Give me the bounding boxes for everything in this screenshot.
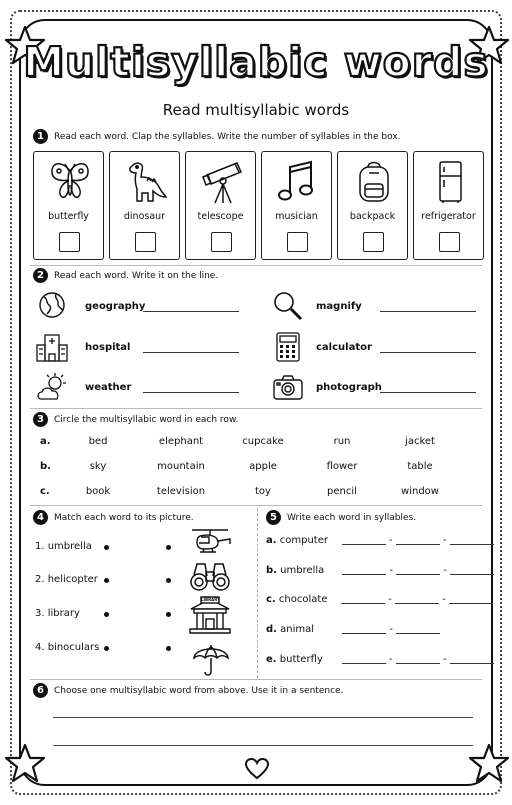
word-option[interactable]: elephant (158, 436, 204, 447)
row-letter: a. (266, 535, 277, 546)
match-dot[interactable] (104, 578, 109, 583)
match-dot[interactable] (166, 646, 171, 651)
syllable-line[interactable] (449, 595, 493, 604)
section2-instruction (33, 268, 218, 283)
telescope-icon (201, 159, 245, 205)
answer-line[interactable] (380, 301, 476, 312)
syllable-answer-box[interactable] (363, 232, 384, 252)
word-label: animal (280, 624, 315, 635)
section-divider (30, 679, 482, 680)
word-option[interactable]: bed (88, 436, 108, 447)
match-dot[interactable] (166, 612, 171, 617)
syllable-split-row (266, 654, 494, 665)
syllable-answer-box[interactable] (287, 232, 308, 252)
word-option[interactable]: cupcake (242, 436, 284, 447)
answer-line[interactable] (143, 342, 239, 353)
syllable-line[interactable] (450, 536, 494, 545)
answer-line[interactable] (143, 301, 239, 312)
word-write-row (272, 371, 476, 403)
answer-line[interactable] (380, 382, 476, 393)
syllable-line[interactable] (395, 595, 439, 604)
row-letter: d. (266, 624, 277, 635)
section4-instruction (33, 510, 194, 525)
word-label: photograph (316, 381, 382, 393)
word-label: hospital (85, 341, 131, 353)
syllable-line[interactable] (396, 655, 440, 664)
section-number: 3 (33, 412, 48, 427)
syllable-answer-box[interactable] (439, 232, 460, 252)
backpack-icon (353, 159, 395, 205)
section6-instruction (33, 683, 343, 698)
section3-instruction (33, 412, 238, 427)
separator: - (442, 654, 447, 665)
separator: - (388, 654, 393, 665)
word-option[interactable]: table (407, 461, 433, 472)
word-label: computer (279, 535, 328, 546)
match-dot[interactable] (104, 646, 109, 651)
syllable-answer-box[interactable] (135, 232, 156, 252)
word-option[interactable]: sky (89, 461, 107, 472)
globe-icon (35, 290, 69, 322)
library-icon (187, 595, 233, 635)
instruction-text: Match each word to its picture. (54, 512, 194, 523)
word-write-row (35, 371, 239, 403)
page-title: Multisyllabic words (23, 38, 489, 86)
binoculars-icon (189, 560, 231, 594)
separator: - (442, 594, 446, 605)
word-option[interactable]: television (156, 486, 206, 497)
word-label: geography (85, 300, 146, 312)
word-card (261, 151, 332, 260)
section-number: 1 (33, 129, 48, 144)
row-letter: c. (40, 486, 50, 497)
separator: - (443, 565, 447, 576)
instruction-text: Write each word in syllables. (287, 512, 417, 523)
word-option[interactable]: run (333, 436, 351, 447)
instruction-text: Read each word. Clap the syllables. Write the number of syllables in the box. (54, 131, 401, 142)
word-option[interactable]: book (85, 486, 111, 497)
row-letter: b. (266, 565, 277, 576)
word-card (337, 151, 408, 260)
syllable-split-row (266, 594, 493, 605)
instruction-text: Circle the multisyllabic word in each row. (54, 414, 239, 425)
hospital-icon (35, 331, 69, 363)
syllable-line[interactable] (342, 655, 386, 664)
syllable-line[interactable] (342, 625, 386, 634)
section5-instruction (266, 510, 416, 525)
syllable-split-row (266, 535, 494, 546)
weather-icon (35, 371, 69, 403)
answer-line[interactable] (380, 342, 476, 353)
syllable-cards (33, 151, 484, 260)
match-word: 4. binoculars (35, 642, 100, 653)
word-option[interactable]: pencil (327, 486, 357, 497)
calculator-icon (272, 331, 304, 363)
page-subtitle: Read multisyllabic words (162, 101, 350, 119)
match-word: 1. umbrella (35, 541, 92, 552)
syllable-split-row (266, 624, 440, 635)
word-card (33, 151, 104, 260)
syllable-line[interactable] (341, 595, 385, 604)
sentence-line[interactable] (53, 745, 473, 746)
separator: - (389, 624, 393, 635)
word-write-row (35, 331, 239, 363)
word-card (109, 151, 180, 260)
camera-icon (272, 371, 304, 403)
syllable-line[interactable] (396, 566, 440, 575)
column-divider (257, 508, 258, 678)
syllable-line[interactable] (396, 625, 440, 634)
word-label: musician (275, 211, 318, 222)
word-option[interactable]: flower (326, 461, 358, 472)
section-divider (30, 408, 482, 409)
section1-instruction (33, 129, 401, 144)
syllable-answer-box[interactable] (59, 232, 80, 252)
word-label: calculator (316, 341, 372, 353)
match-word: 2. helicopter (35, 574, 98, 585)
word-card (185, 151, 256, 260)
separator: - (442, 535, 447, 546)
instruction-text: Read each word. Write it on the line. (54, 270, 219, 281)
word-card (413, 151, 484, 260)
section-number: 4 (33, 510, 48, 525)
star-icon (4, 742, 46, 784)
word-label: chocolate (278, 594, 328, 605)
row-letter: c. (266, 594, 276, 605)
syllable-line[interactable] (396, 536, 440, 545)
word-write-row (272, 331, 476, 363)
answer-line[interactable] (143, 382, 239, 393)
word-label: butterfly (279, 654, 323, 665)
sentence-line[interactable] (53, 717, 473, 718)
star-icon (468, 742, 510, 784)
word-label: weather (85, 381, 132, 393)
section-divider (30, 505, 482, 506)
match-word: 3. library (35, 608, 80, 619)
match-dot[interactable] (104, 545, 109, 550)
section-number: 5 (266, 510, 281, 525)
butterfly-icon (49, 159, 91, 205)
umbrella-icon (192, 640, 230, 678)
separator: - (388, 535, 393, 546)
section-number: 2 (33, 268, 48, 283)
word-label: magnify (316, 300, 362, 312)
syllable-line[interactable] (342, 566, 386, 575)
match-dot[interactable] (104, 612, 109, 617)
magnifying-glass-icon (272, 290, 304, 322)
row-letter: b. (40, 461, 51, 472)
separator: - (389, 565, 393, 576)
word-label: dinosaur (123, 211, 166, 222)
syllable-line[interactable] (450, 566, 494, 575)
section-divider (30, 265, 482, 266)
word-label: telescope (197, 211, 244, 222)
word-option[interactable]: apple (249, 461, 277, 472)
word-option[interactable]: window (401, 486, 439, 497)
match-dot[interactable] (166, 545, 171, 550)
word-option[interactable]: toy (255, 486, 271, 497)
match-dot[interactable] (166, 578, 171, 583)
word-write-row (35, 290, 239, 322)
syllable-split-row (266, 565, 494, 576)
refrigerator-icon (429, 159, 471, 205)
syllable-line[interactable] (450, 655, 494, 664)
syllable-line[interactable] (342, 536, 386, 545)
separator: - (388, 594, 392, 605)
heart-icon (244, 757, 270, 781)
word-label: refrigerator (421, 211, 476, 222)
word-label: butterfly (48, 211, 89, 222)
word-option[interactable]: mountain (157, 461, 205, 472)
word-option[interactable]: jacket (405, 436, 435, 447)
word-label: backpack (349, 211, 396, 222)
helicopter-icon (188, 526, 232, 556)
row-letter: a. (40, 436, 51, 447)
music-note-icon (277, 159, 319, 205)
library-sign: LIBRARY (201, 597, 221, 602)
section-number: 6 (33, 683, 48, 698)
word-write-row (272, 290, 476, 322)
dinosaur-icon (125, 159, 167, 205)
instruction-text: Choose one multisyllabic word from above. Use it in a sentence. (54, 685, 344, 696)
syllable-answer-box[interactable] (211, 232, 232, 252)
word-label: umbrella (280, 565, 325, 576)
row-letter: e. (266, 654, 277, 665)
